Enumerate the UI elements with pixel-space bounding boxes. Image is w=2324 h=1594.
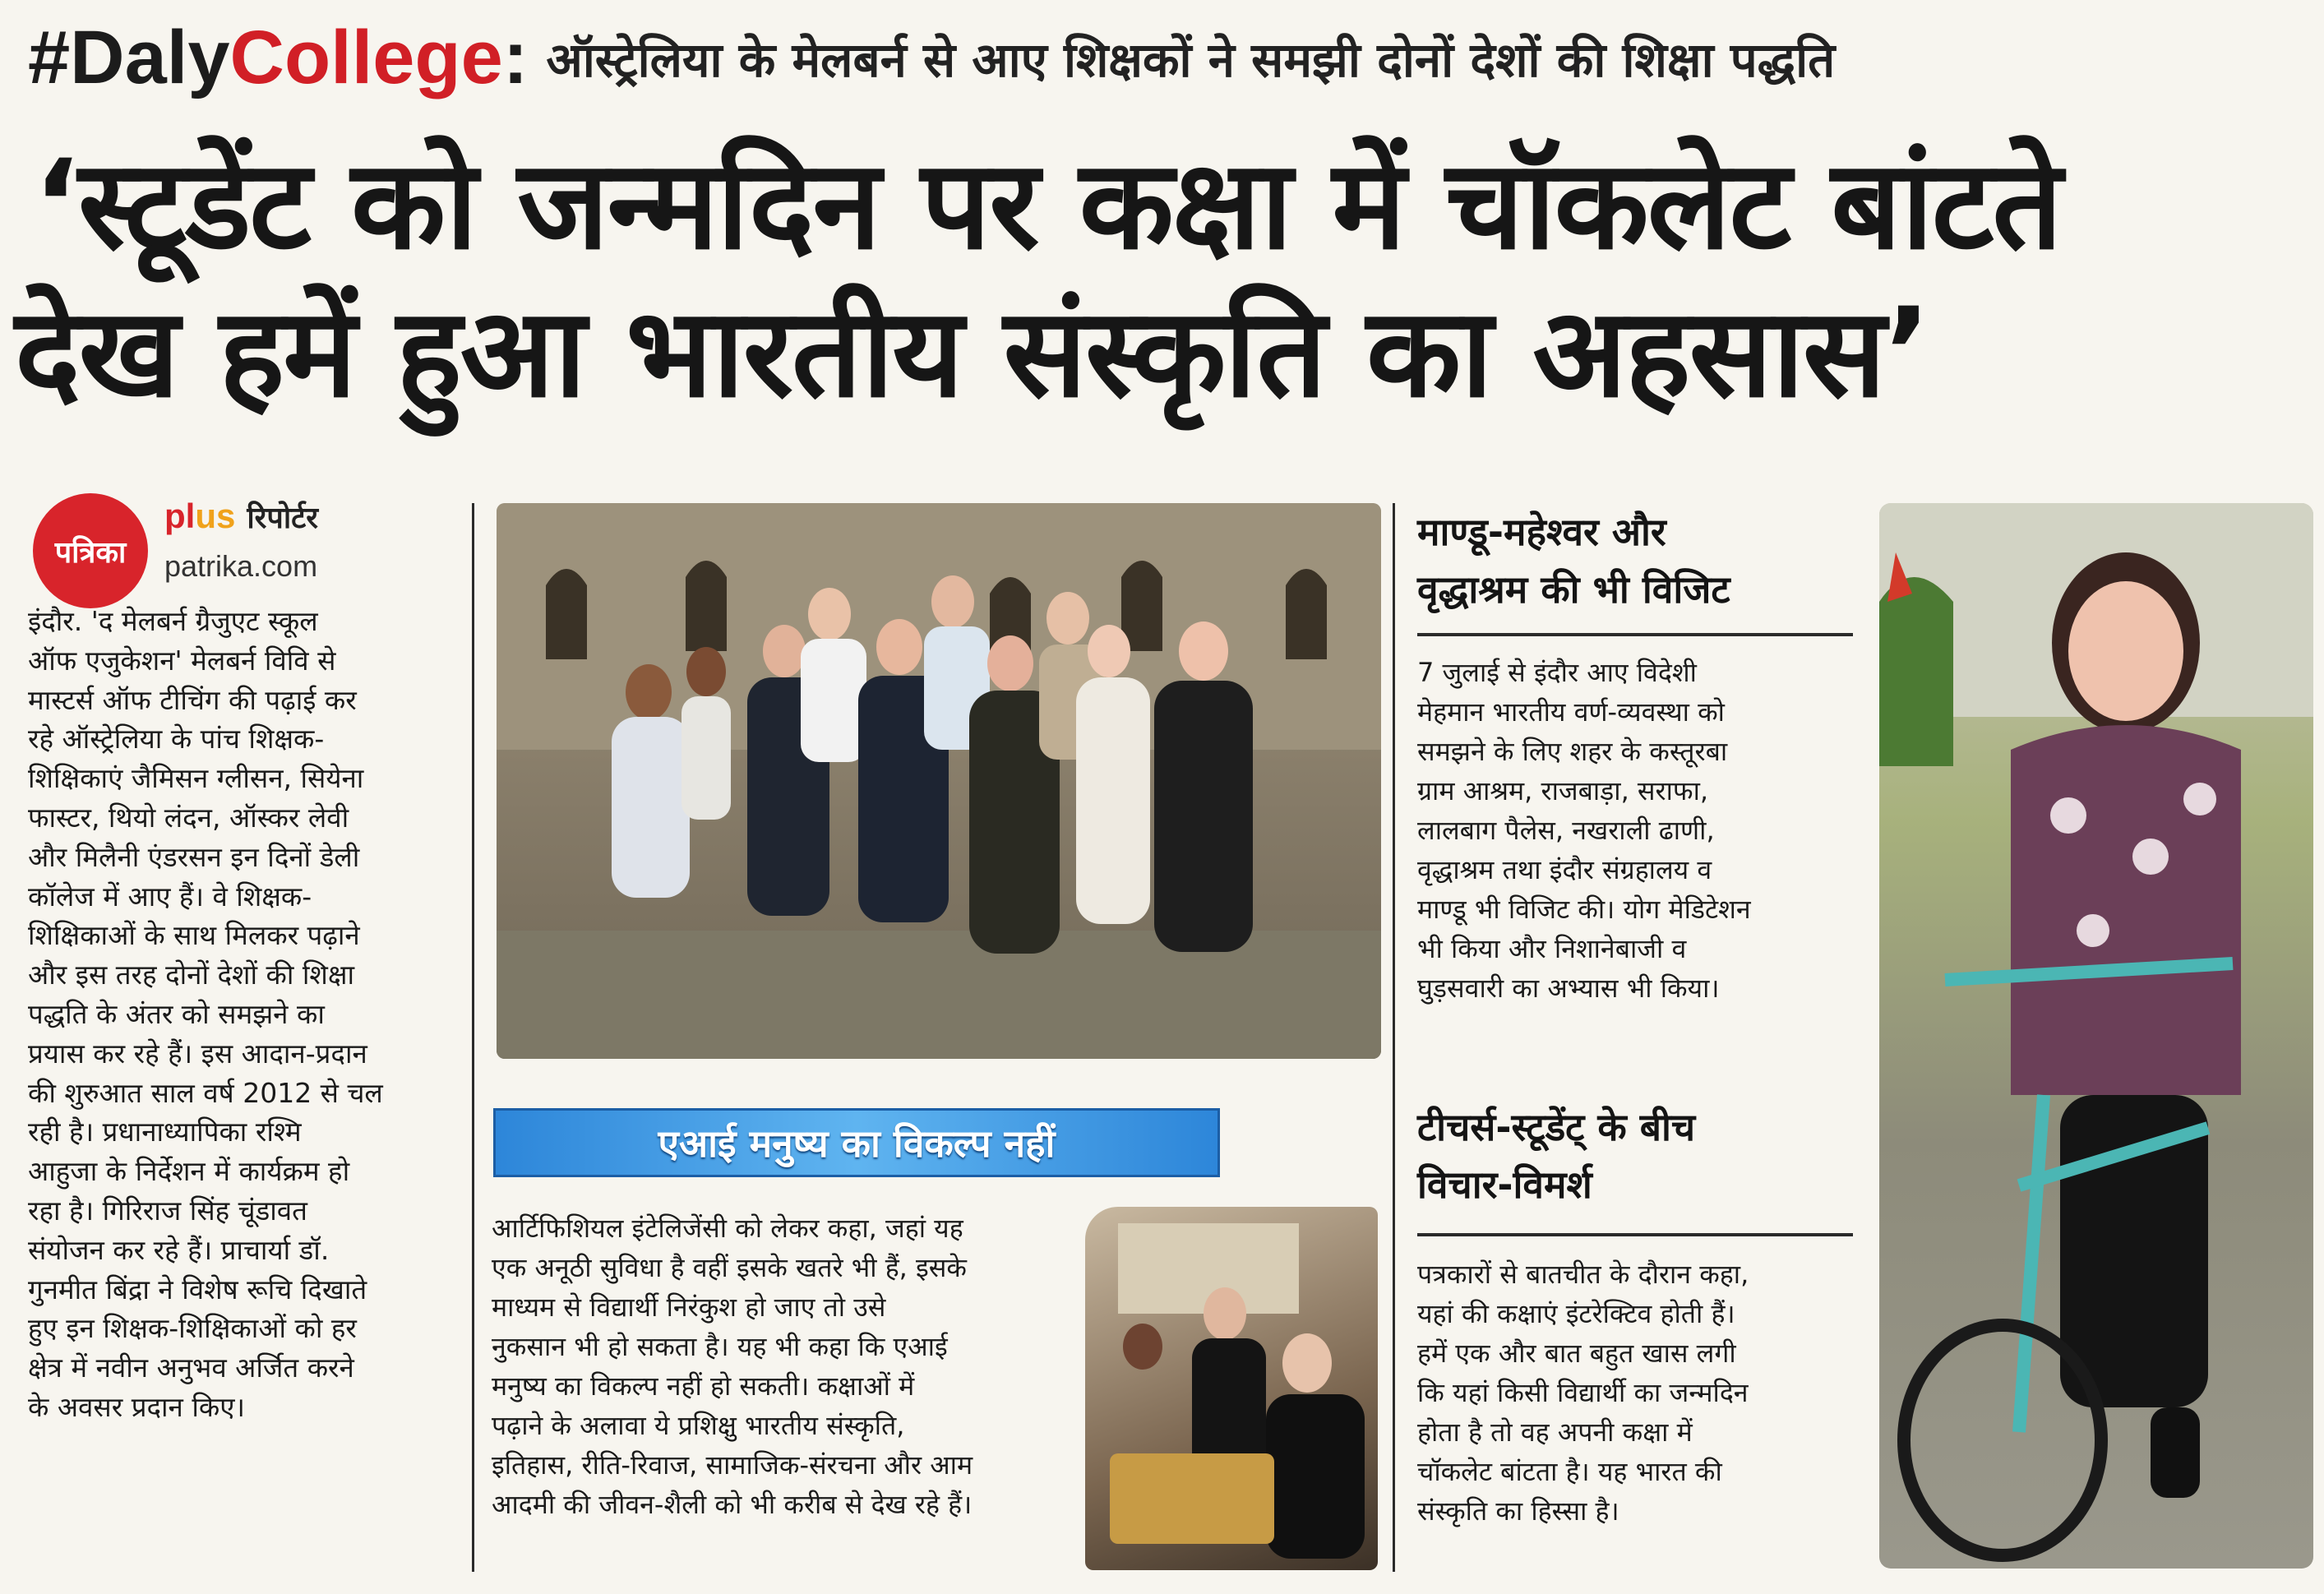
ai-body-line: पढ़ाने के अलावा ये प्रशिक्षु भारतीय संस्कृति,: [492, 1410, 905, 1441]
right-body-line: मेहमान भारतीय वर्ण-व्यवस्था को: [1417, 696, 1725, 728]
right-body-line: ग्राम आश्रम, राजबाड़ा, सराफा,: [1417, 775, 1709, 806]
subhead-line: वृद्धाश्रम की भी विजिट: [1417, 567, 1730, 612]
group-photo: [497, 503, 1381, 1059]
group-photo-illustration: [497, 503, 1381, 1059]
discussion-body: [1417, 1254, 1845, 1531]
subhead-underline: [1417, 1233, 1853, 1236]
headline-line-2: देख हमें हुआ भारतीय संस्कृति का अहसास’: [15, 282, 1930, 425]
right-body-line: घुड़सवारी का अभ्यास भी किया।: [1417, 973, 1720, 1004]
subhead-underline: [1417, 633, 1853, 636]
right-body-line: लालबाग पैलेस, नखराली ढाणी,: [1417, 815, 1715, 846]
subhead-line: टीचर्स-स्टूडेंट् के बीच: [1417, 1105, 1696, 1149]
body-line: आहुजा के निर्देशन में कार्यक्रम हो: [28, 1155, 350, 1188]
body-line: रहा है। गिरिराज सिंह चूंडावत: [28, 1194, 307, 1227]
subhead-line: माण्डू-महेश्वर और: [1417, 510, 1666, 554]
ai-section-body: [492, 1208, 1083, 1524]
reporter-label: रिपोर्टर: [247, 501, 319, 535]
body-line: संयोजन कर रहे हैं। प्राचार्या डॉ.: [28, 1233, 330, 1266]
ai-body-line: एक अनूठी सुविधा है वहीं इसके खतरे भी हैं, इसके: [492, 1252, 967, 1283]
woman-bicycle-photo: [1879, 503, 2313, 1569]
body-line: और इस तरह दोनों देशों की शिक्षा: [28, 959, 355, 991]
body-line: गुनमीत बिंद्रा ने विशेष रूचि दिखाते: [28, 1273, 367, 1305]
body-line: शिक्षिकाओं के साथ मिलकर पढ़ाने: [28, 919, 360, 952]
right-body-line: समझने के लिए शहर के कस्तूरबा: [1417, 736, 1728, 767]
right-body-line: कि यहां किसी विद्यार्थी का जन्मदिन: [1417, 1377, 1749, 1408]
body-line: और मिलैनी एंडरसन इन दिनों डेली: [28, 840, 360, 873]
mandu-visit-body: [1417, 653, 1845, 1008]
ai-body-line: माध्यम से विद्यार्थी निरंकुश हो जाए तो उसे: [492, 1291, 886, 1323]
right-body-line: भी किया और निशानेबाजी व: [1417, 933, 1687, 964]
body-line: रही है। प्रधानाध्यापिका रश्मि: [28, 1116, 302, 1148]
right-body-line: चॉकलेट बांटता है। यह भारत की: [1417, 1456, 1722, 1487]
right-body-line: पत्रकारों से बातचीत के दौरान कहा,: [1417, 1259, 1749, 1290]
body-line: कॉलेज में आए हैं। वे शिक्षक-: [28, 880, 312, 913]
right-body-line: माण्डू भी विजिट की। योग मेडिटेशन: [1417, 894, 1751, 925]
right-body-line: हमें एक और बात बहुत खास लगी: [1417, 1338, 1736, 1369]
body-line: प्रयास कर रहे हैं। इस आदान-प्रदान: [28, 1037, 367, 1070]
kicker-subtitle: ऑस्ट्रेलिया के मेलबर्न से आए शिक्षकों ने समझी दोनों देशों की शिक्षा पद्धति: [546, 32, 1836, 88]
headline-line-1: ‘स्टूडेंट को जन्मदिन पर कक्षा में चॉकलेट बांटते: [33, 134, 2061, 277]
body-line: के अवसर प्रदान किए।: [28, 1390, 245, 1423]
right-body-line: यहां की कक्षाएं इंटरेक्टिव होती हैं।: [1417, 1298, 1735, 1329]
ai-body-line: इतिहास, रीति-रिवाज, सामाजिक-संरचना और आम: [492, 1449, 973, 1481]
woman-bicycle-illustration: [1879, 503, 2313, 1569]
classroom-photo: [1085, 1207, 1378, 1570]
kicker-colon: :: [502, 16, 529, 99]
logo-text: पत्रिका: [54, 535, 127, 570]
plus-brand-us: us: [195, 497, 236, 535]
column-divider: [472, 503, 474, 1572]
body-line: इंदौर. 'द मेलबर्न ग्रैजुएट स्कूल: [28, 605, 318, 637]
ai-body-line: नुकसान भी हो सकता है। यह भी कहा कि एआई: [492, 1331, 948, 1362]
subhead-teacher-student-discussion: [1417, 1098, 1861, 1213]
subhead-line: विचार-विमर्श: [1417, 1162, 1592, 1207]
article-body: [28, 602, 455, 1427]
body-line: क्षेत्र में नवीन अनुभव अर्जित करने: [28, 1351, 354, 1384]
plus-brand-p: pl: [164, 497, 196, 535]
column-divider-right: [1393, 503, 1395, 1572]
hashtag: #Daly: [28, 16, 230, 99]
ai-body-line: आर्टिफिशियल इंटेलिजेंसी को लेकर कहा, जहां यह: [492, 1213, 963, 1244]
ai-body-line: मनुष्य का विकल्प नहीं हो सकती। कक्षाओं में: [492, 1370, 915, 1402]
ai-body-line: आदमी की जीवन-शैली को भी करीब से देख रहे हैं।: [492, 1489, 973, 1520]
patrika-logo: [33, 493, 148, 608]
kicker-line: [28, 15, 2305, 105]
body-line: मास्टर्स ऑफ टीचिंग की पढ़ाई कर: [28, 683, 357, 716]
body-line: पद्धति के अंतर को समझने का: [28, 997, 325, 1030]
right-body-line: संस्कृति का हिस्सा है।: [1417, 1495, 1619, 1527]
body-line: फास्टर, थियो लंदन, ऑस्कर लेवी: [28, 801, 349, 834]
right-body-line: वृद्धाश्रम तथा इंदौर संग्रहालय व: [1417, 854, 1712, 885]
right-body-line: होता है तो वह अपनी कक्षा में: [1417, 1416, 1693, 1448]
plus-reporter-label: [164, 497, 318, 537]
body-line: शिक्षिकाएं जैमिसन ग्लीसन, सियेना: [28, 762, 364, 795]
right-body-line: 7 जुलाई से इंदौर आए विदेशी: [1417, 657, 1697, 688]
body-line: ऑफ एजुकेशन' मेलबर्न विवि से: [28, 644, 336, 677]
body-line: की शुरुआत साल वर्ष 2012 से चल: [28, 1076, 383, 1109]
ai-section-banner: [493, 1108, 1220, 1177]
ai-banner-title: एआई मनुष्य का विकल्प नहीं: [658, 1121, 1056, 1166]
body-line: हुए इन शिक्षक-शिक्षिकाओं को हर: [28, 1312, 357, 1345]
hashtag-brand: College: [229, 16, 503, 99]
classroom-photo-illustration: [1085, 1207, 1378, 1570]
body-line: रहे ऑस्ट्रेलिया के पांच शिक्षक-: [28, 723, 325, 755]
site-url: patrika.com: [164, 549, 318, 583]
subhead-mandu-visit: [1417, 503, 1861, 618]
